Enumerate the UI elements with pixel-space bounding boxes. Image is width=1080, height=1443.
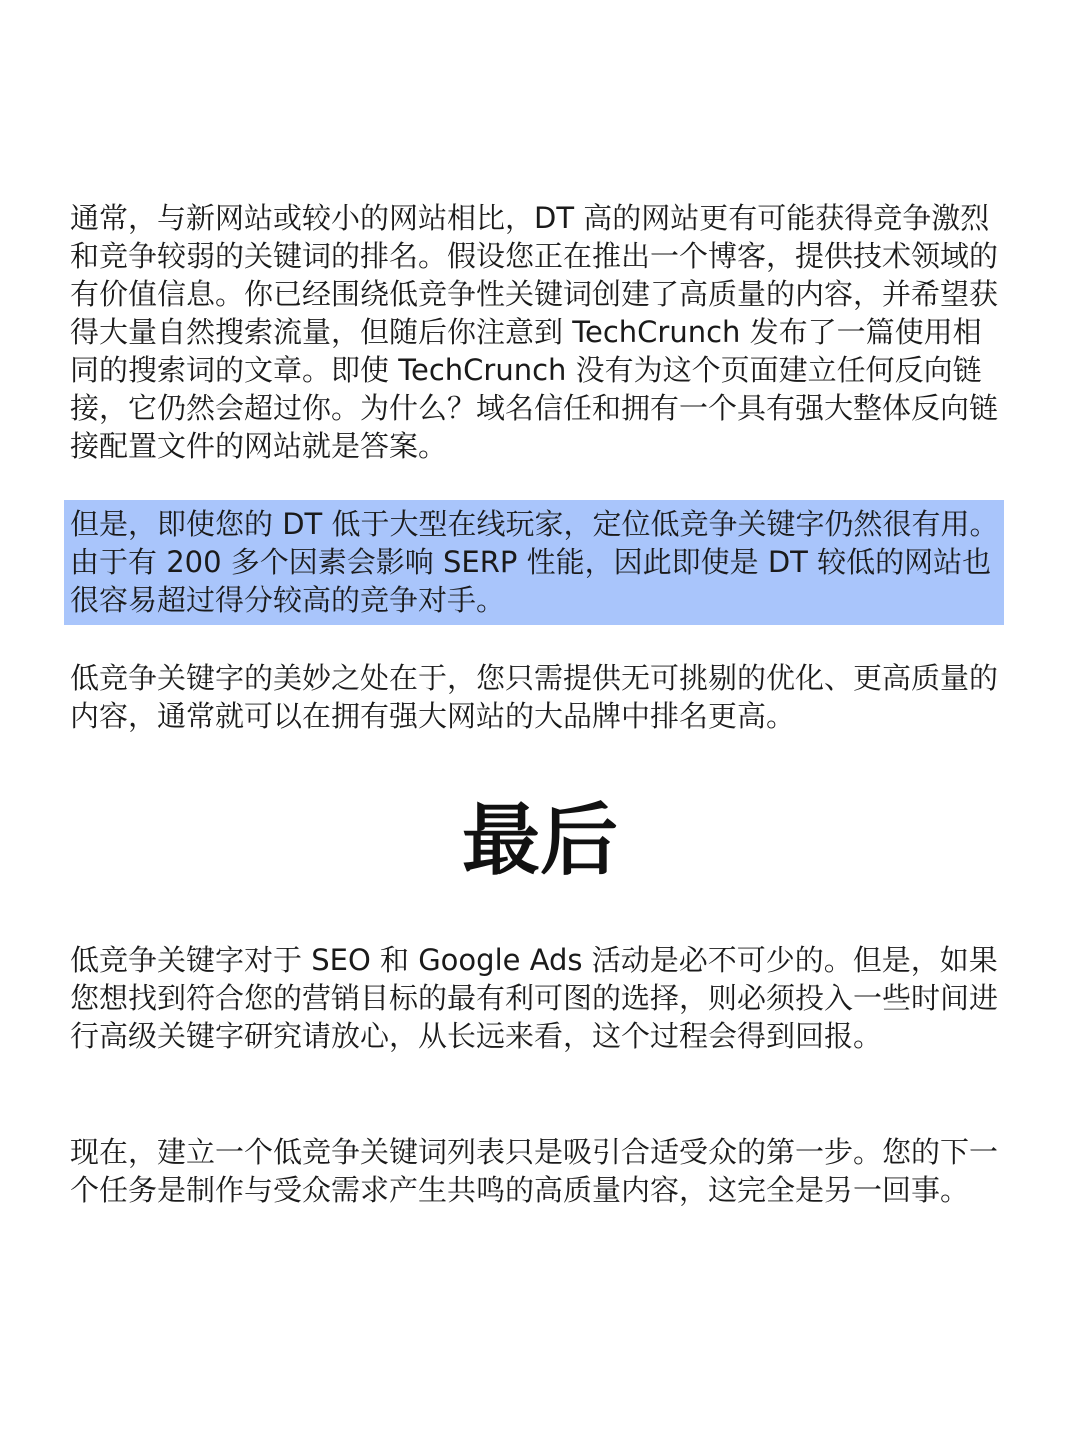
paragraph-low-competition-benefit: 低竞争关键字的美妙之处在于，您只需提供无可挑剔的优化、更高质量的内容，通常就可以在拥有强大网站的大品牌中排名更高。 <box>70 661 999 733</box>
paragraph-domain-trust: 通常，与新网站或较小的网站相比，DT 高的网站更有可能获得竞争激烈和竞争较弱的关键词的排名。假设您正在推出一个博客，提供技术领域的有价值信息。你已经围绕低竞争性关键词创建了高质量的内容，并希望获得大量自然搜索流量，但随后你注意到 TechCrunch 发布了一篇使用相同的搜索词的文章。即使 TechCrunch 没有为这个页面建立任何反向链接，它仍然会超过你。为什么？域名信任和拥有一个具有强大整体反向链接配置文件的网站就是答案。 <box>70 201 999 463</box>
paragraph-low-dt-selected[interactable]: 但是，即使您的 DT 低于大型在线玩家，定位低竞争关键字仍然很有用。由于有 200 多个因素会影响 SERP 性能，因此即使是 DT 较低的网站也很容易超过得分较高的竞争对手。 <box>70 507 999 617</box>
paragraph-seo-google-ads: 低竞争关键字对于 SEO 和 Google Ads 活动是必不可少的。但是，如果您想找到符合您的营销目标的最有利可图的选择，则必须投入一些时间进行高级关键字研究请放心，从长远来看，这个过程会得到回报。 <box>70 943 999 1053</box>
paragraph-next-step: 现在，建立一个低竞争关键词列表只是吸引合适受众的第一步。您的下一个任务是制作与受众需求产生共鸣的高质量内容，这完全是另一回事。 <box>70 1135 999 1207</box>
section-heading-conclusion: 最后 <box>461 796 618 886</box>
